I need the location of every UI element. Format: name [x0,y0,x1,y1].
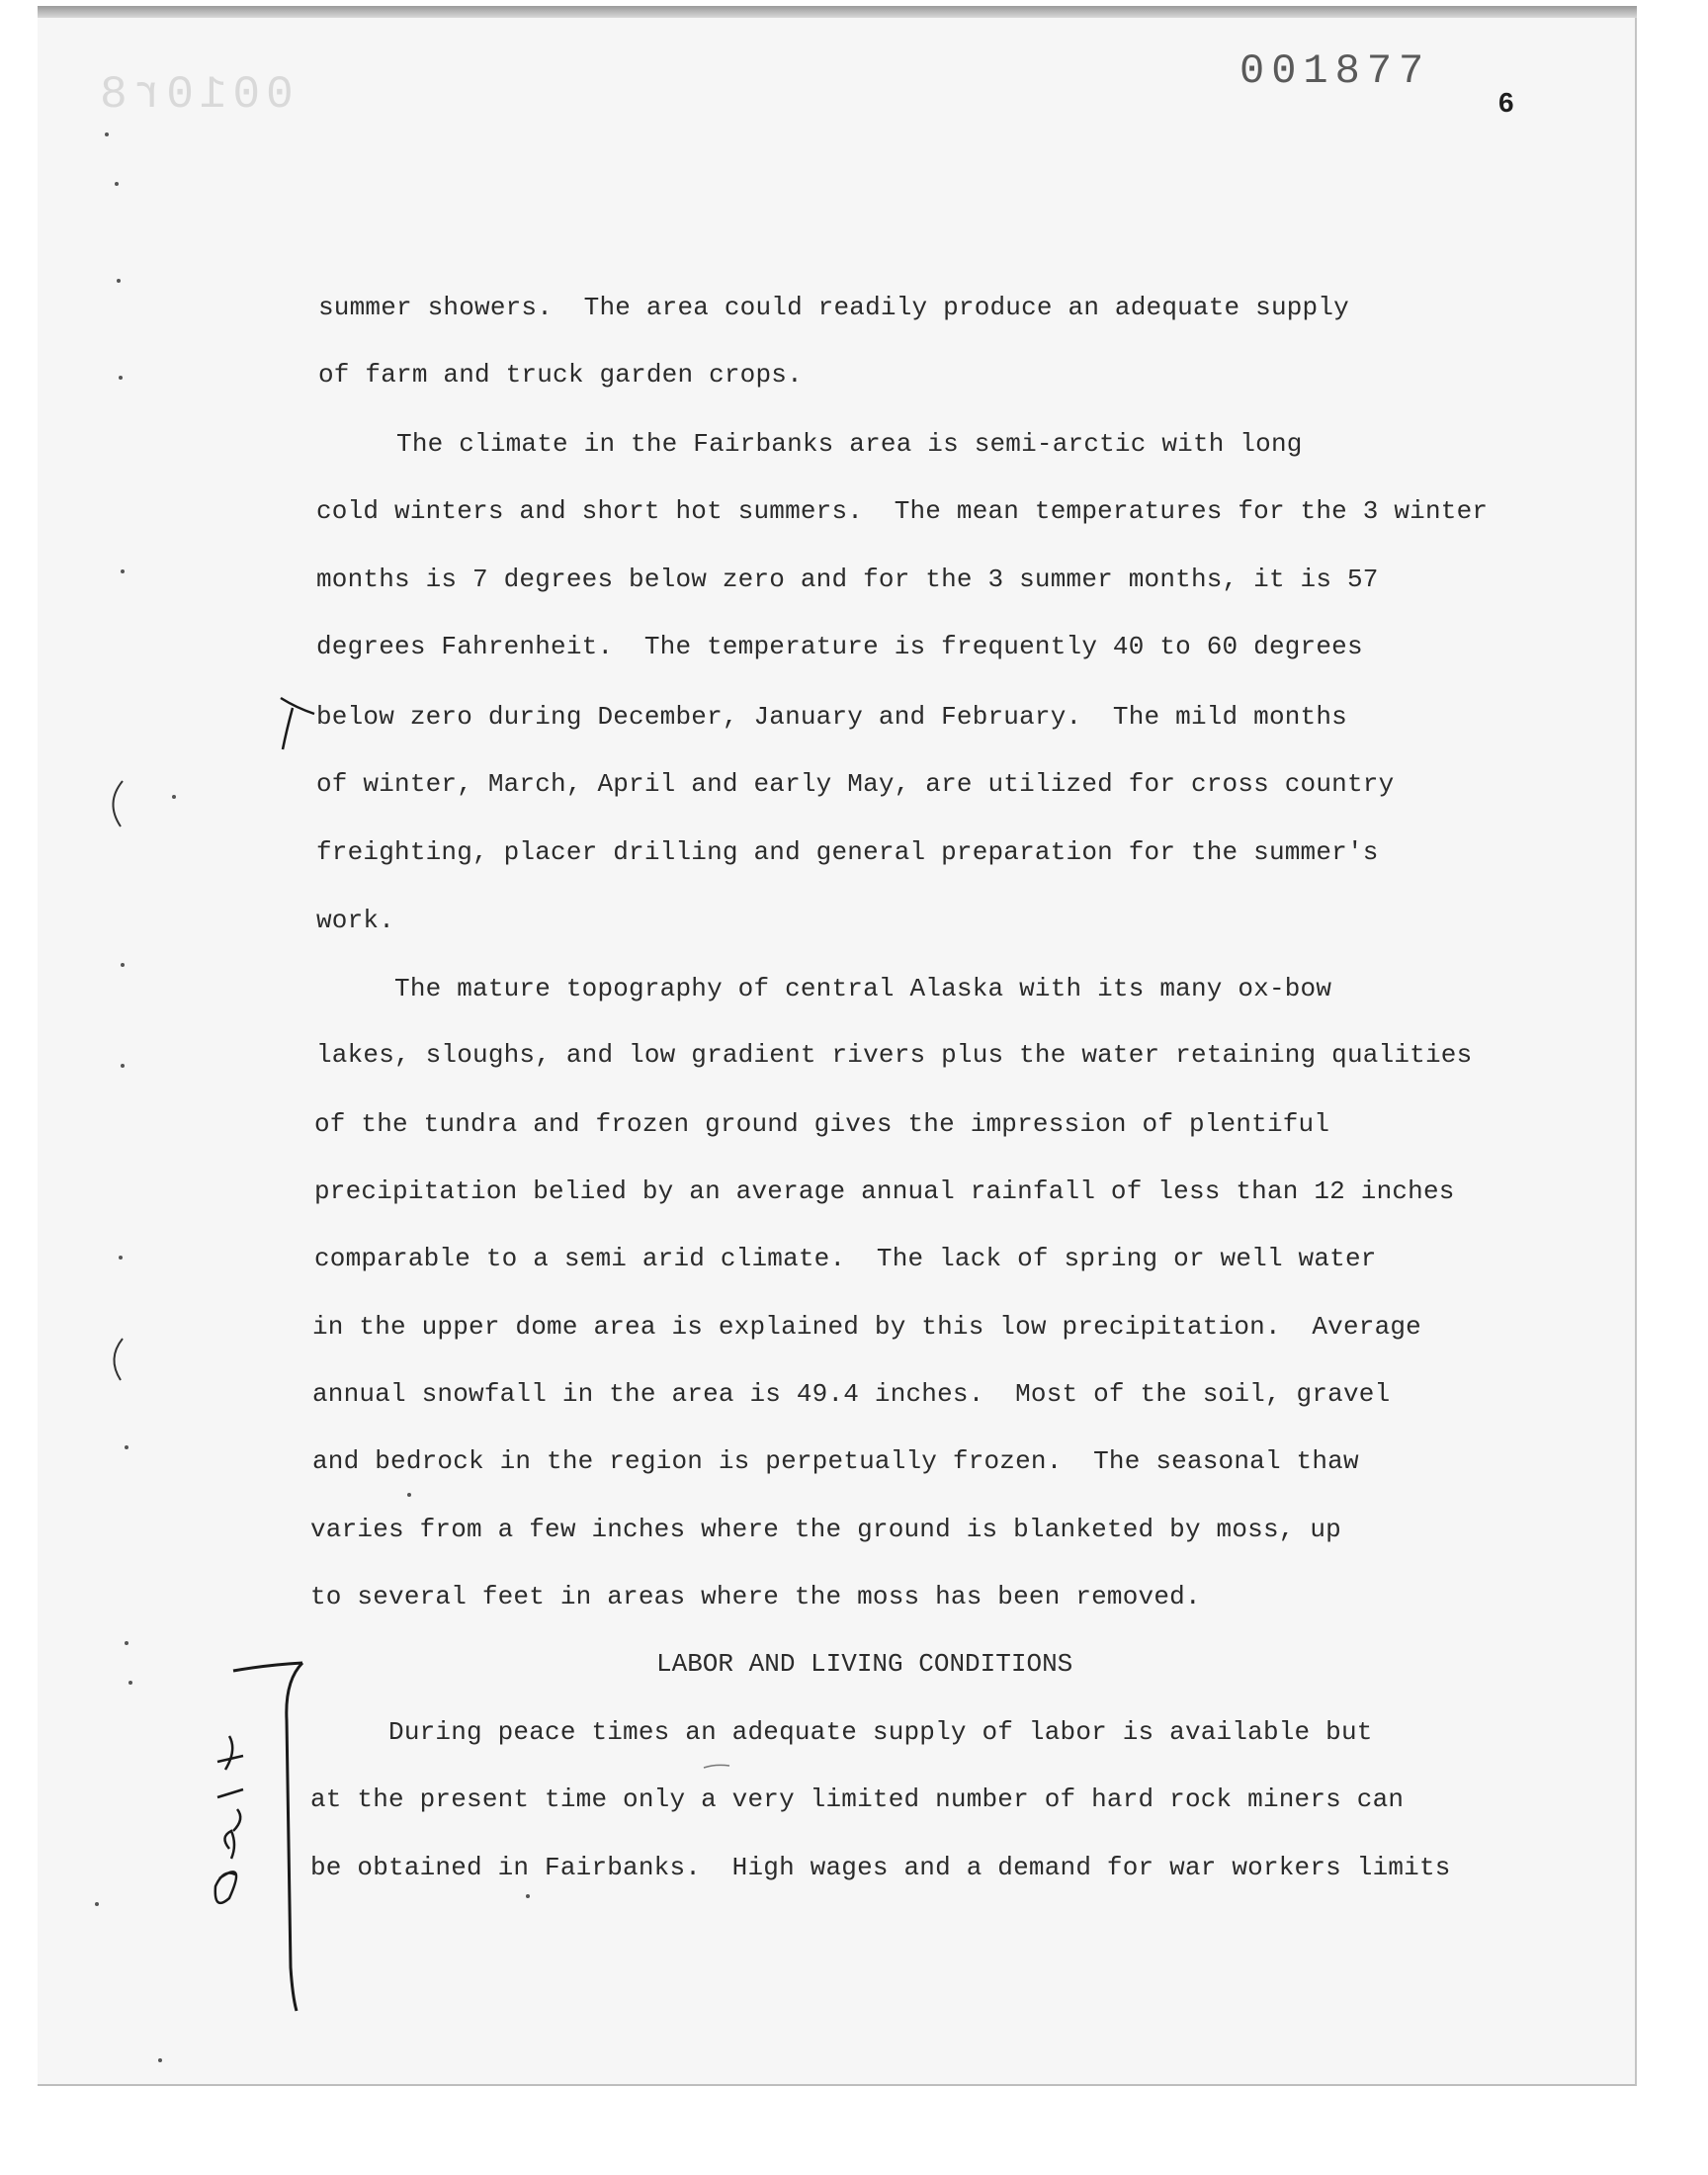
speck [172,795,176,799]
text-line: The mature topography of central Alaska with its many ox-bow [316,974,1332,1003]
text-line: annual snowfall in the area is 49.4 inches. Most of the soil, gravel [312,1379,1391,1409]
text-line: summer showers. The area could readily produce an adequate supply [318,293,1349,322]
speck [526,1894,530,1898]
text-line: below zero during December, January and February. The mild months [316,702,1347,732]
speck [125,1641,128,1645]
text-line: varies from a few inches where the ground is blanketed by moss, up [310,1515,1341,1544]
text-line: of winter, March, April and early May, are utilized for cross country [316,769,1395,799]
text-line: work. [316,906,395,935]
text-line: be obtained in Fairbanks. High wages and a demand for war workers limits [310,1853,1451,1882]
text-line: precipitation belied by an average annual rainfall of less than 12 inches [314,1176,1455,1206]
text-line: freighting, placer drilling and general preparation for the summer's [316,837,1379,867]
speck [121,1064,125,1068]
text-line: and bedrock in the region is perpetually frozen. The seasonal thaw [312,1446,1359,1476]
speck [128,1681,132,1685]
speck [115,182,119,186]
text-line: of the tundra and frozen ground gives the impression of plentiful [314,1109,1330,1139]
text-line: cold winters and short hot summers. The mean temperatures for the 3 winter [316,496,1489,526]
text-line: comparable to a semi arid climate. The lack of spring or well water [314,1244,1377,1273]
section-heading: LABOR AND LIVING CONDITIONS [656,1649,1073,1679]
speck [121,569,125,573]
speck [125,1445,128,1449]
text-line: degrees Fahrenheit. The temperature is frequently 40 to 60 degrees [316,632,1363,661]
text-line: to several feet in areas where the moss has been removed. [310,1582,1201,1611]
speck [95,1902,99,1906]
text-line: at the present time only a very limited number of hard rock miners can [310,1784,1405,1814]
text-line: of farm and truck garden crops. [318,360,803,390]
speck [105,132,109,136]
speck [119,376,123,380]
text-line: lakes, sloughs, and low gradient rivers plus the water retaining qualities [316,1040,1473,1070]
speck [117,279,121,283]
bleed-through-number: 0010r8 [94,69,294,121]
page-number: 6 [1498,87,1514,118]
speck [119,1256,123,1260]
speck [158,2058,162,2062]
text-line: During peace times an adequate supply of labor is available but [310,1717,1373,1747]
document-stamp-number: 001877 [1239,47,1431,95]
text-line: The climate in the Fairbanks area is semi-arctic with long [318,429,1303,459]
speck [121,963,125,967]
text-line: months is 7 degrees below zero and for the 3 summer months, it is 57 [316,565,1379,594]
speck [407,1493,411,1497]
text-line: in the upper dome area is explained by this low precipitation. Average [312,1312,1421,1342]
